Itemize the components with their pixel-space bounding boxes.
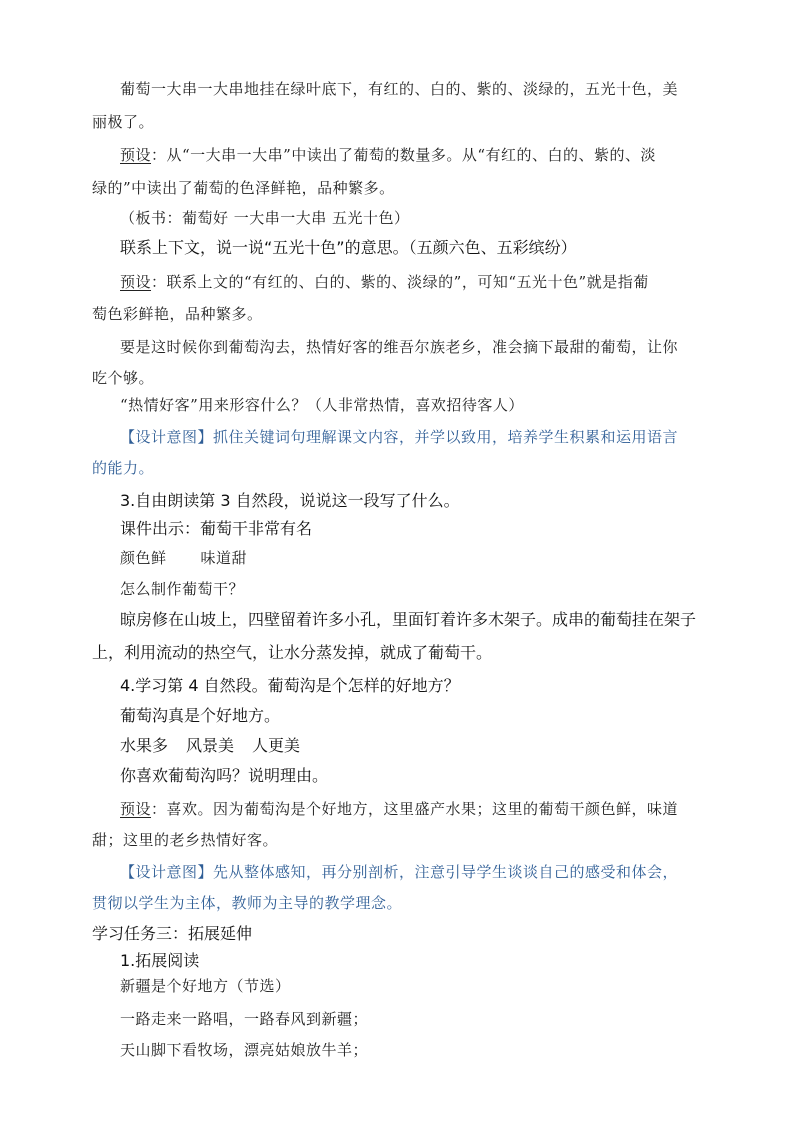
drying-line2: 上，利用流动的热空气，让水分蒸发掉，就成了葡萄干。 — [92, 643, 493, 662]
question-colors: 联系上下文，说一说“五光十色”的意思。（五颜六色、五彩缤纷） — [120, 238, 577, 257]
keyword-people: 人更美 — [252, 736, 301, 755]
keywords-2-line — [120, 738, 300, 754]
design-intent-1-line1: 【设计意图】抓住关键词句理解课文内容，并学以致用，培养学生积累和运用语言 — [120, 428, 679, 446]
how-question: 怎么制作葡萄干？ — [120, 580, 245, 598]
drying-line1: 晾房修在山坡上，四壁留着许多小孔，里面钉着许多木架子。成串的葡萄挂在架子 — [120, 610, 697, 629]
keywords-line — [120, 551, 247, 566]
preset-1-text: ：从“一大串一大串”中读出了葡萄的数量多。从“有红的、白的、紫的、淡 — [151, 146, 657, 164]
preset-label: 预设 — [120, 146, 152, 164]
paragraph-grapes-line1: 葡萄一大串一大串地挂在绿叶底下，有红的、白的、紫的、淡绿的，五光十色，美 — [120, 80, 679, 98]
poem-line-2: 天山脚下看牧场，漂亮姑娘放牛羊； — [120, 1041, 369, 1059]
good-place-line: 葡萄沟真是个好地方。 — [120, 706, 281, 725]
like-question: 你喜欢葡萄沟吗？说明理由。 — [120, 766, 329, 785]
keyword-fruit: 水果多 — [120, 736, 169, 755]
keyword-scenery: 风景美 — [186, 736, 235, 755]
preset-1-line1 — [120, 148, 656, 163]
poem-title: 新疆是个好地方（节选） — [120, 977, 291, 995]
board-note: （板书：葡萄好 一大串一大串 五光十色） — [120, 209, 410, 227]
courseware-line: 课件出示：葡萄干非常有名 — [120, 519, 313, 538]
step-4-heading: 4.学习第 4 自然段。葡萄沟是个怎样的好地方？ — [120, 676, 460, 695]
preset-2-line2: 萄色彩鲜艳，品种繁多。 — [92, 305, 263, 323]
paragraph-visit-line1: 要是这时候你到葡萄沟去，热情好客的维吾尔族老乡，准会摘下最甜的葡萄，让你 — [120, 338, 679, 356]
preset-2-text: ：联系上文的“有红的、白的、紫的、淡绿的”，可知“五光十色”就是指葡 — [151, 273, 649, 291]
design-intent-2-line2: 贯彻以学生为主体，教师为主导的教学理念。 — [92, 894, 403, 912]
design-intent-1-line2: 的能力。 — [92, 459, 155, 477]
question-hospitable: “热情好客”用来形容什么？（人非常热情，喜欢招待客人） — [120, 396, 524, 414]
paragraph-grapes-line2: 丽极了。 — [92, 113, 155, 131]
preset-3-text: ：喜欢。因为葡萄沟是个好地方，这里盛产水果；这里的葡萄干颜色鲜，味道 — [151, 800, 679, 818]
preset-3-line2: 甜；这里的老乡热情好客。 — [92, 831, 279, 849]
preset-1-line2: 绿的”中读出了葡萄的色泽鲜艳，品种繁多。 — [92, 179, 395, 197]
preset-2-line1 — [120, 275, 649, 290]
design-intent-2-line1: 【设计意图】先从整体感知，再分别剖析，注意引导学生谈谈自己的感受和体会， — [120, 863, 679, 881]
step-3-heading: 3.自由朗读第 3 自然段，说说这一段写了什么。 — [120, 491, 460, 510]
extended-reading: 1.拓展阅读 — [120, 951, 200, 970]
preset-label: 预设 — [120, 273, 152, 291]
keyword-color: 颜色鲜 — [120, 549, 167, 567]
keyword-taste: 味道甜 — [200, 549, 248, 567]
poem-line-1: 一路走来一路唱，一路春风到新疆； — [120, 1010, 369, 1028]
task-3-heading: 学习任务三：拓展延伸 — [92, 924, 253, 943]
preset-label: 预设 — [120, 800, 152, 818]
preset-3-line1 — [120, 802, 678, 817]
paragraph-visit-line2: 吃个够。 — [92, 369, 155, 387]
